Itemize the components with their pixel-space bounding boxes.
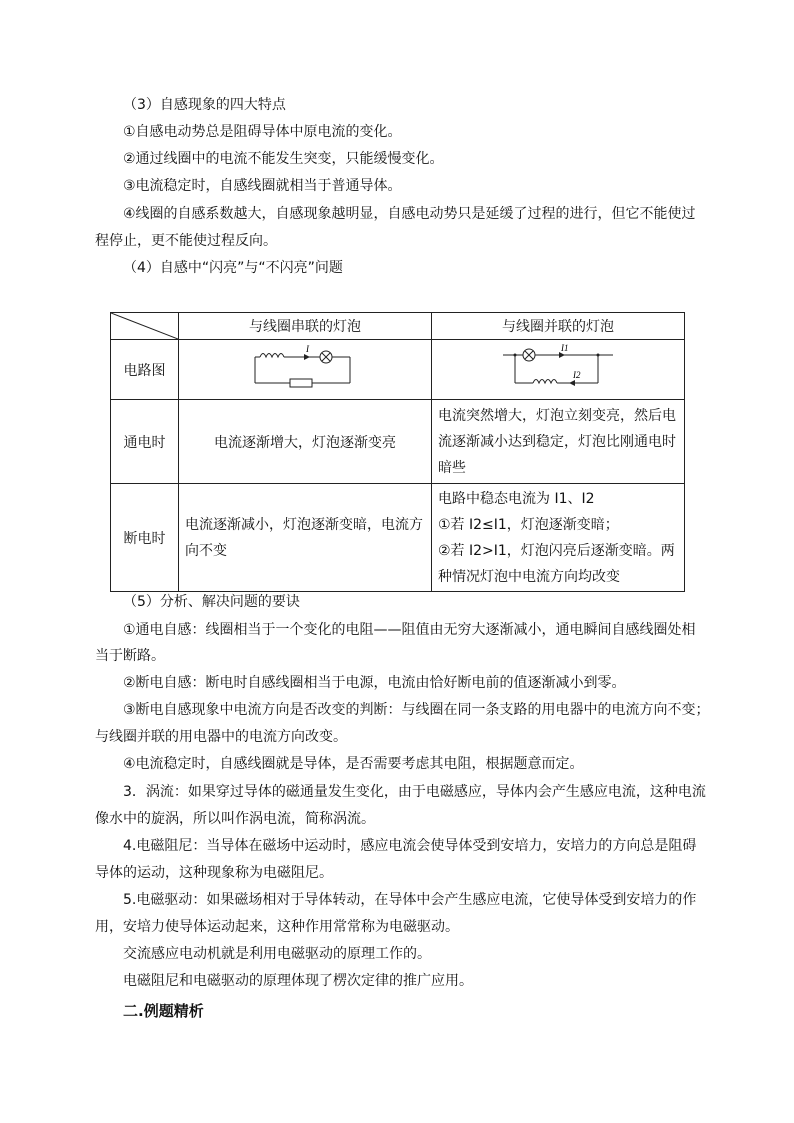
coil-icon — [260, 353, 284, 357]
point5-line4: 电磁阻尼和电磁驱动的原理体现了楞次定律的推广应用。 — [123, 973, 473, 989]
parallel-circuit-diagram — [503, 343, 613, 393]
section5-item4: ④电流稳定时，自感线圈就是导体，是否需要考虑其电阻，根据题意而定。 — [123, 756, 584, 772]
off-series-line: 向不变 — [185, 542, 227, 559]
comparison-table — [110, 312, 685, 592]
section3-item3: ③电流稳定时，自感线圈就相当于普通导体。 — [123, 178, 402, 194]
section3-item2: ②通过线圈中的电流不能发生突变，只能缓慢变化。 — [123, 151, 444, 167]
section-heading-examples: 二.例题精析 — [123, 1002, 204, 1020]
section3-item1: ①自感电动势总是阻碍导体中原电流的变化。 — [123, 124, 402, 140]
off-parallel-cell — [432, 484, 685, 592]
section3-item4-line2: 程停止，更不能使过程反向。 — [95, 233, 277, 249]
point3-line2: 像水中的旋涡，所以叫作涡电流，简称涡流。 — [95, 811, 375, 827]
coil-icon — [533, 379, 557, 383]
col1-header: 与线圈串联的灯泡 — [179, 313, 432, 340]
section3-item4-line1: ④线圈的自感系数越大，自感现象越明显，自感电动势只是延缓了过程的进行，但它不能使过 — [123, 206, 696, 222]
current-label-i: I — [306, 343, 309, 354]
point5-line1: 5.电磁驱动：如果磁场相对于导体转动，在导体中会产生感应电流，它使导体受到安培力的作 — [123, 892, 697, 908]
point5-line3: 交流感应电动机就是利用电磁驱动的原理工作的。 — [123, 946, 431, 962]
resistor-icon — [290, 379, 312, 387]
diagonal-line — [111, 313, 178, 339]
point4-line1: 4.电磁阻尼：当导体在磁场中运动时，感应电流会使导体受到安培力，安培力的方向总是阻碍 — [123, 838, 697, 854]
point3-line1: 3．涡流：如果穿过导体的磁通量发生变化，由于电磁感应，导体内会产生感应电流，这种电流 — [123, 784, 706, 800]
row-label-on: 通电时 — [111, 400, 179, 484]
section5-item2: ②断电自感：断电时自感线圈相当于电源，电流由恰好断电前的值逐渐减小到零。 — [123, 675, 626, 691]
off-series-cell — [179, 484, 432, 592]
series-circuit-cell — [179, 340, 432, 400]
series-circuit-diagram — [250, 343, 360, 393]
off-parallel-line: ②若 I2>I1，灯泡闪亮后逐渐变暗。两 — [438, 542, 675, 559]
point5-line2: 用，安培力使导体运动起来，这种作用常常称为电磁驱动。 — [95, 919, 459, 935]
section5-item1-line1: ①通电自感：线圈相当于一个变化的电阻——阻值由无穷大逐渐减小，通电瞬间自感线圈处相 — [123, 622, 696, 638]
on-series-cell: 电流逐渐增大，灯泡逐渐变亮 — [179, 400, 432, 484]
row-label-off: 断电时 — [111, 484, 179, 592]
on-parallel-line: 暗些 — [438, 459, 466, 476]
section4-title: （4）自感中“闪亮”与“不闪亮”问题 — [123, 260, 343, 276]
section5-item3-line2: 与线圈并联的用电器中的电流方向改变。 — [95, 729, 347, 745]
section5-item3-line1: ③断电自感现象中电流方向是否改变的判断：与线圈在同一条支路的用电器中的电流方向不变； — [123, 702, 710, 718]
diagonal-header-cell — [111, 313, 179, 340]
off-parallel-line: 种情况灯泡中电流方向均改变 — [438, 568, 620, 585]
current-label-i1: I1 — [561, 342, 569, 353]
point4-line2: 导体的运动，这种现象称为电磁阻尼。 — [95, 865, 333, 881]
on-parallel-cell — [432, 400, 685, 484]
off-parallel-line: ①若 I2≤I1，灯泡逐渐变暗； — [438, 516, 619, 533]
on-parallel-line: 电流突然增大，灯泡立刻变亮，然后电 — [438, 407, 676, 424]
col2-header: 与线圈并联的灯泡 — [432, 313, 685, 340]
parallel-circuit-cell — [432, 340, 685, 400]
on-parallel-line: 流逐渐减小达到稳定，灯泡比刚通电时 — [438, 433, 676, 450]
off-series-line: 电流逐渐减小，灯泡逐渐变暗，电流方 — [185, 516, 423, 533]
section5-item1-line2: 当于断路。 — [95, 648, 165, 664]
section5-title: （5）分析、解决问题的要诀 — [123, 594, 300, 610]
section3-title: （3）自感现象的四大特点 — [123, 97, 286, 113]
off-parallel-line: 电路中稳态电流为 I1、I2 — [438, 490, 595, 507]
current-label-i2: I2 — [573, 369, 581, 380]
row-label-circuit: 电路图 — [111, 340, 179, 400]
